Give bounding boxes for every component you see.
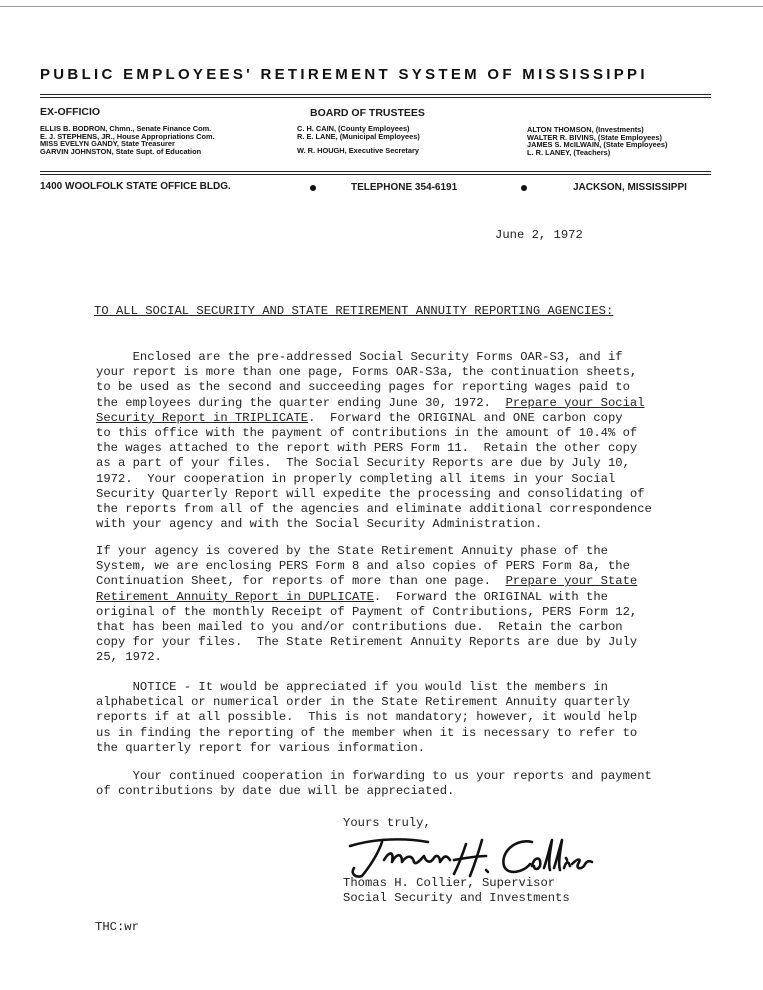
underlined-instruction: Security Report in TRIPLICATE — [96, 410, 309, 425]
text-segment: . Forward the ORIGINAL and ONE carbon copy — [308, 410, 623, 425]
board-of-trustees-heading: BOARD OF TRUSTEES — [310, 107, 425, 119]
text-line: 1972. Your cooperation in properly completing all items in your Social — [96, 471, 616, 486]
text-segment: the employees during the quarter ending June 30, 1972. — [96, 395, 506, 410]
text-line: us in finding the reporting of the member when it is necessary to refer to — [96, 725, 638, 740]
text-line: original of the monthly Receipt of Payment of Contributions, PERS Form 12, — [96, 604, 638, 619]
board-member: L. R. LANEY, (Teachers) — [527, 147, 611, 157]
handwritten-signature — [336, 832, 596, 880]
text-line: the reports from all of the agencies and eliminate additional correspondence — [96, 502, 652, 517]
paragraph-social-security — [96, 350, 696, 532]
text-line: to this office with the payment of contributions in the amount of 10.4% of — [96, 426, 638, 441]
ex-officio-member: ELLIS B. BODRON, Chmn., Senate Finance Com. — [40, 124, 212, 133]
bullet-separator — [310, 185, 316, 191]
text-line — [96, 590, 696, 605]
signer-name: Thomas H. Collier, Supervisor — [343, 876, 556, 890]
salutation: TO ALL SOCIAL SECURITY AND STATE RETIREMENT ANNUITY REPORTING AGENCIES: — [94, 304, 614, 318]
text-line: that has been mailed to you and/or contributions due. Retain the carbon — [96, 620, 623, 635]
paragraph-notice — [96, 680, 696, 756]
paragraph-state-retirement — [96, 544, 696, 666]
text-line: alphabetical or numerical order in the State Retirement Annuity quarterly — [96, 695, 630, 710]
text-line: your report is more than one page, Forms OAR-S3a, the continuation sheets, — [96, 365, 638, 380]
organization-name: PUBLIC EMPLOYEES' RETIREMENT SYSTEM OF MISSISSIPPI — [40, 66, 648, 83]
board-member: WALTER R. BIVINS, (State Employees) — [527, 132, 662, 142]
ex-officio-members — [40, 125, 215, 155]
underlined-instruction: Prepare your Social — [505, 395, 645, 410]
text-segment: Continuation Sheet, for reports of more than one page. — [96, 574, 506, 589]
board-member: JAMES S. McILWAIN, (State Employees) — [527, 140, 668, 150]
office-city: JACKSON, MISSISSIPPI — [573, 182, 687, 193]
ex-officio-heading: EX-OFFICIO — [40, 106, 101, 118]
underlined-instruction: Prepare your State — [505, 574, 638, 589]
executive-secretary: W. R. HOUGH, Executive Secretary — [297, 146, 419, 155]
bullet-separator — [521, 185, 527, 191]
letterhead-rule-top — [40, 94, 711, 98]
text-line: the quarterly report for various information. — [96, 740, 426, 755]
text-line: If your agency is covered by the State Retirement Annuity phase of the — [96, 544, 608, 558]
ex-officio-member: MISS EVELYN GANDY, State Treasurer — [40, 139, 175, 149]
paragraph-closing — [96, 769, 696, 799]
text-line — [96, 574, 696, 589]
underlined-instruction: Retirement Annuity Report in DUPLICATE — [96, 589, 374, 604]
text-line: Security Quarterly Report will expedite the processing and consolidating of — [96, 486, 645, 501]
complimentary-close: Yours truly, — [343, 816, 431, 830]
office-address: 1400 WOOLFOLK STATE OFFICE BLDG. — [40, 181, 231, 192]
text-line: of contributions by date due will be appreciated. — [96, 784, 455, 799]
reference-initials: THC:wr — [95, 920, 139, 934]
text-line: the wages attached to the report with PERS Form 11. Retain the other copy — [96, 441, 638, 456]
text-line: to be used as the second and succeeding pages for reporting wages paid to — [96, 380, 630, 395]
text-line: as a part of your files. The Social Security Reports are due by July 10, — [96, 456, 630, 471]
text-line: reports if at all possible. This is not mandatory; however, it would help — [96, 710, 638, 725]
board-members-right — [527, 126, 667, 156]
text-line: Enclosed are the pre-addressed Social Security Forms OAR-S3, and if — [96, 350, 623, 364]
letterhead-rule-bottom — [40, 171, 711, 175]
text-line — [96, 396, 696, 411]
telephone-number: TELEPHONE 354-6191 — [351, 182, 458, 193]
ex-officio-member: GARVIN JOHNSTON, State Supt. of Education — [40, 146, 202, 156]
text-line — [96, 411, 696, 426]
text-line: System, we are enclosing PERS Form 8 and also copies of PERS Form 8a, the — [96, 559, 630, 574]
board-member: R. E. LANE, (Municipal Employees) — [297, 131, 420, 141]
text-segment: . Forward the ORIGINAL with the — [373, 589, 608, 604]
text-line: Your continued cooperation in forwarding to us your reports and payment — [96, 769, 652, 783]
letter-date: June 2, 1972 — [495, 228, 583, 242]
text-line: 25, 1972. — [96, 650, 162, 665]
text-line: with your agency and with the Social Security Administration. — [96, 517, 543, 532]
board-members — [297, 125, 420, 140]
text-line: copy for your files. The State Retirement Annuity Reports are due by July — [96, 635, 638, 650]
ex-officio-member: E. J. STEPHENS, JR., House Appropriations Com. — [40, 131, 215, 141]
text-line: NOTICE - It would be appreciated if you would list the members in — [96, 680, 608, 694]
board-member: ALTON THOMSON, (Investments) — [527, 125, 644, 134]
board-member: C. H. CAIN, (County Employees) — [297, 124, 410, 133]
top-edge-rule — [0, 6, 763, 7]
signer-title: Social Security and Investments — [343, 891, 570, 905]
